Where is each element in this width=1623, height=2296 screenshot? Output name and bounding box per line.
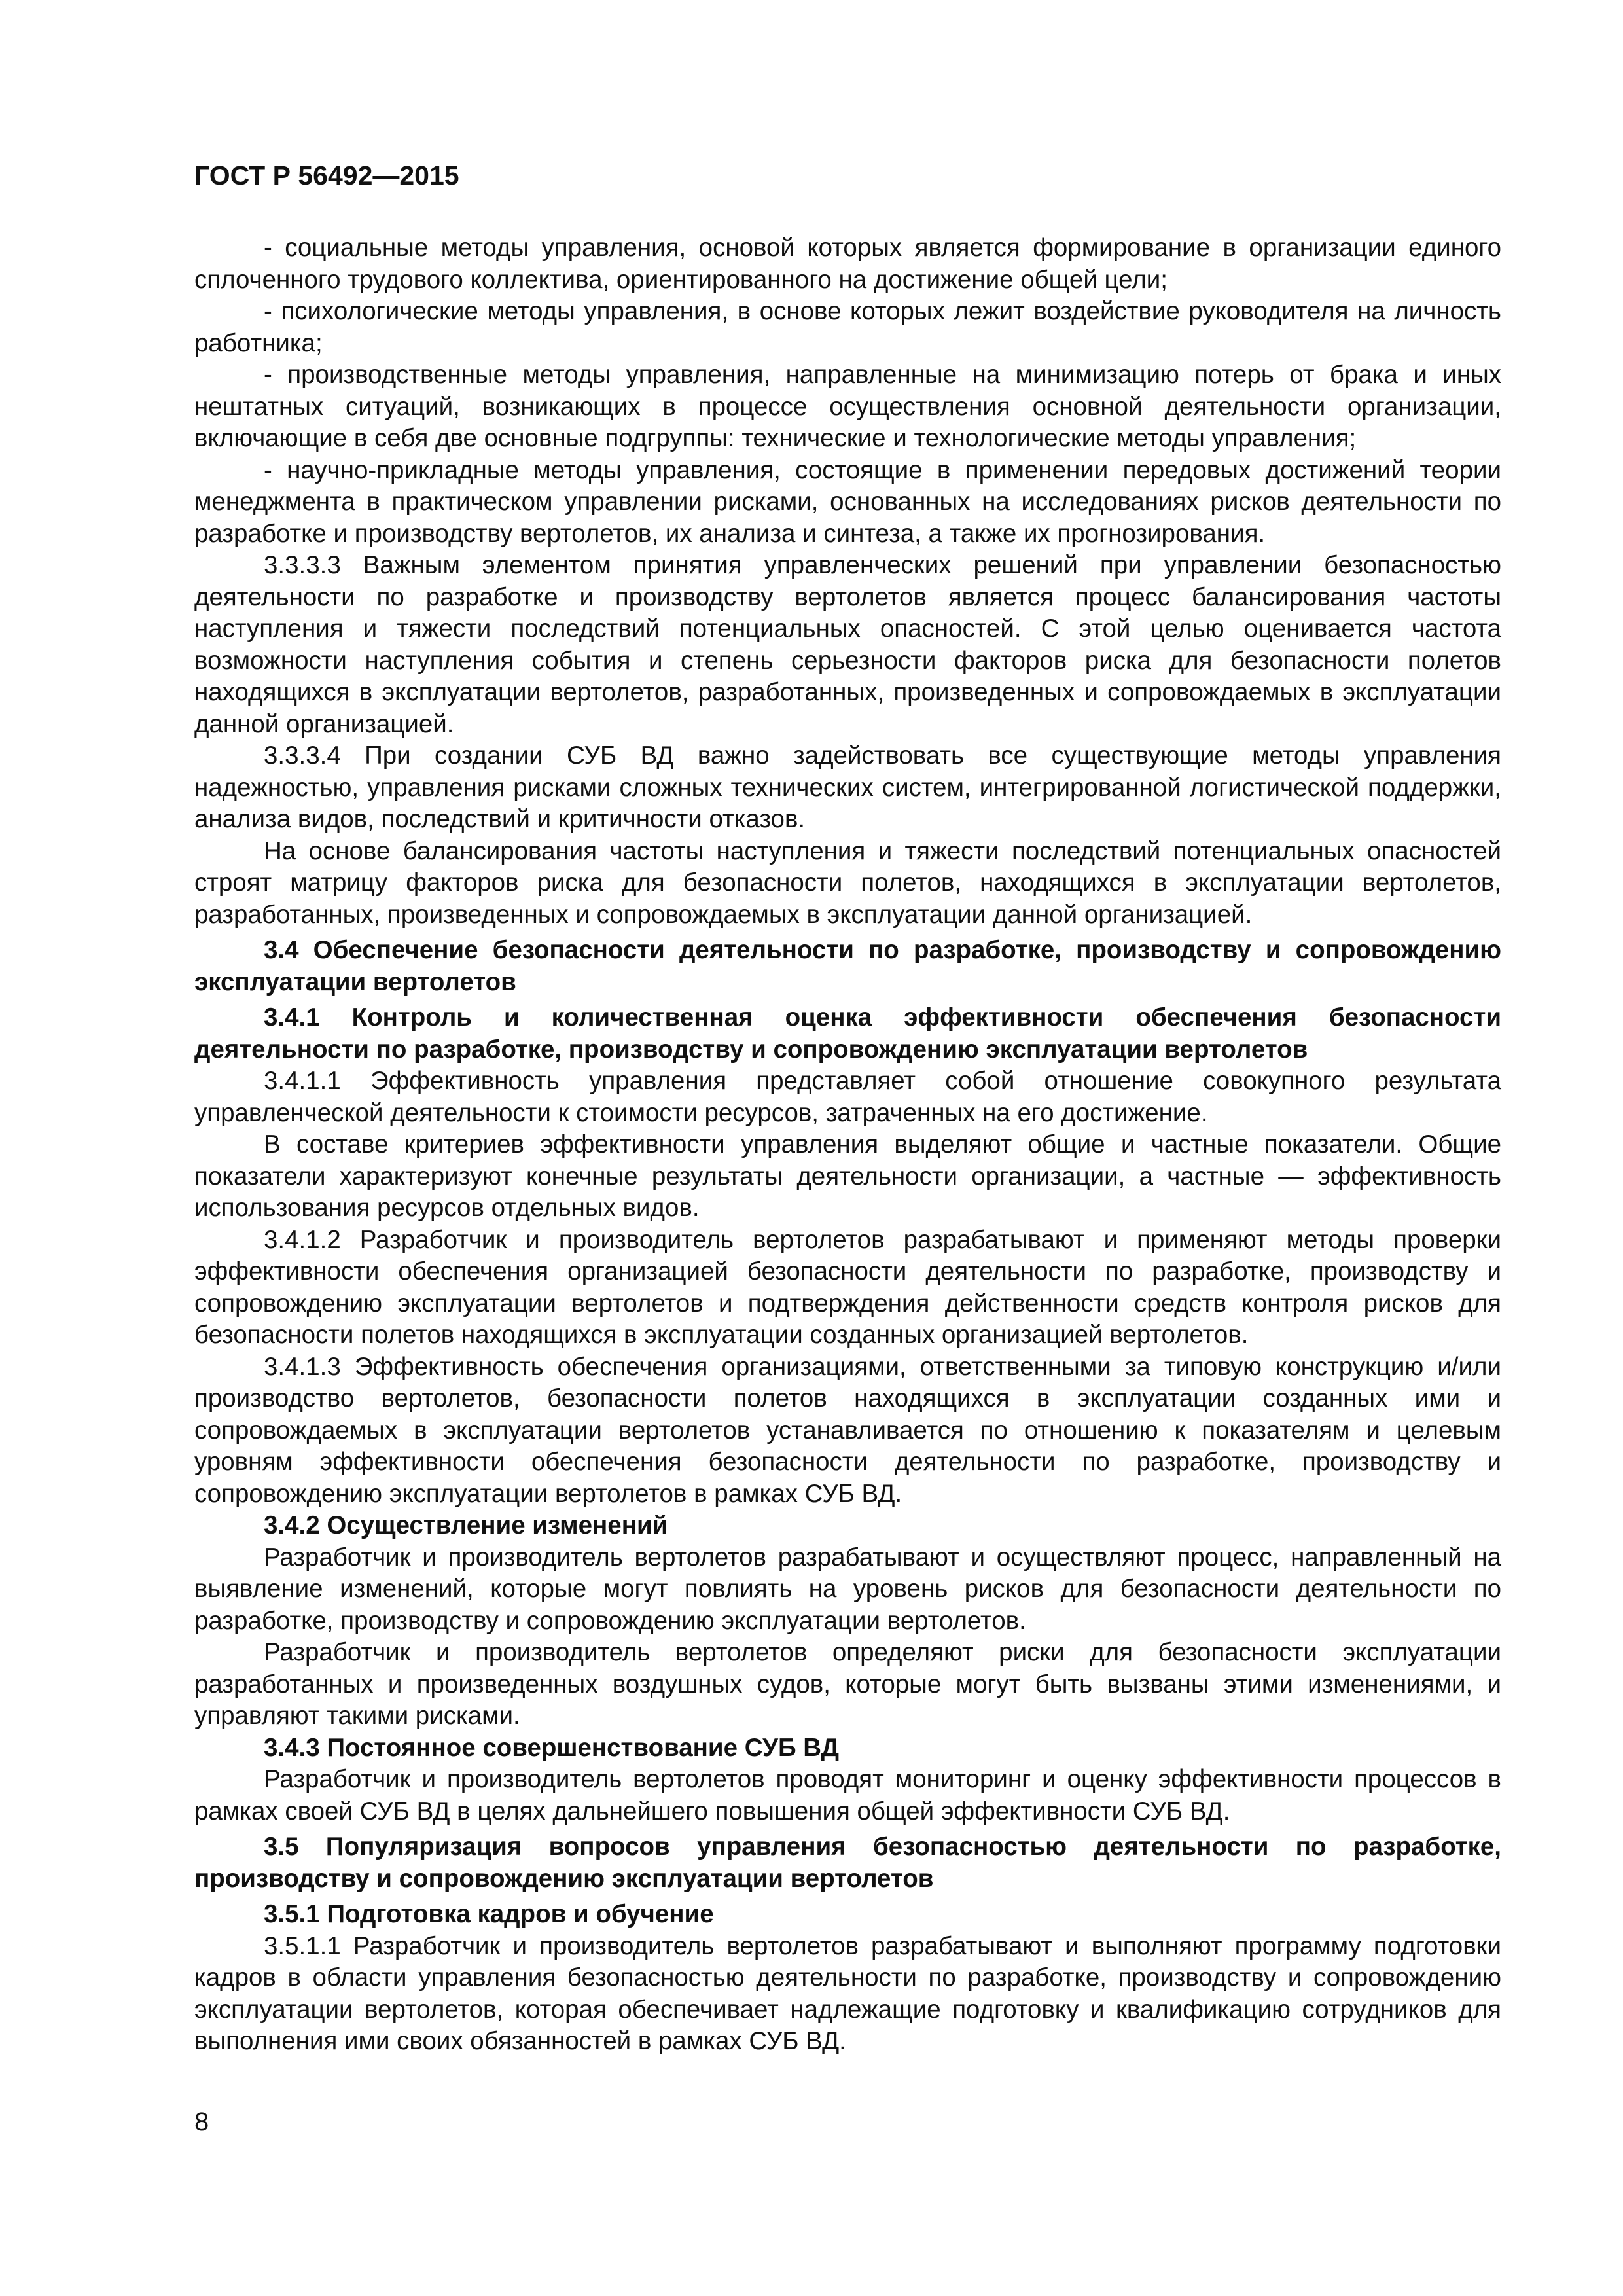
paragraph-changes-risks: Разработчик и производитель вертолетов определяют риски для безопасности эксплуатации разработанных и произведенных воздушных судов, которые могут быть вызваны этими изменениями, и управляют такими рисками. xyxy=(194,1638,1501,1730)
heading-3-5: 3.5 Популяризация вопросов управления безопасностью деятельности по разработке, производству и сопровождению эксплуатации вертолетов xyxy=(194,1833,1501,1893)
heading-3-4: 3.4 Обеспечение безопасности деятельности по разработке, производству и сопровождению эксплуатации вертолетов xyxy=(194,936,1501,996)
paragraph-3-4-1-3: 3.4.1.3 Эффективность обеспечения организациями, ответственными за типовую конструкцию и/или производство вертолетов, безопасности полетов находящихся в эксплуатации созданных ими и сопровождаемых в эксплуатации вертолетов устанавливается по отношению к показателям и целевым уровням эффективности обеспечения безопасности деятельности по разработке, производству и сопровождению эксплуатации вертолетов в рамках СУБ ВД. xyxy=(194,1352,1501,1508)
heading-3-5-1: 3.5.1 Подготовка кадров и обучение xyxy=(264,1900,714,1928)
paragraph-3-3-3-3: 3.3.3.3 Важным элементом принятия управленческих решений при управлении безопасностью деятельности по разработке и производству вертолетов является процесс балансирования частоты наступления и тяжести последствий потенциальных опасностей. С этой целью оценивается частота возможности наступления события и степень серьезности факторов риска для безопасности полетов находящихся в эксплуатации вертолетов, разработанных, произведенных и сопровождаемых в эксплуатации данной организацией. xyxy=(194,551,1501,738)
paragraph-scientific-methods: - научно-прикладные методы управления, состоящие в применении передовых достижений теории менеджмента в практическом управлении рисками, основанных на исследованиях рисков деятельности по разработке и производству вертолетов, их анализа и синтеза, а также их прогнозирования. xyxy=(194,456,1501,548)
standard-header: ГОСТ Р 56492—2015 xyxy=(194,160,459,190)
body-text xyxy=(194,232,1501,2058)
paragraph-social-methods: - социальные методы управления, основой которых является формирование в организации единого сплоченного трудового коллектива, ориентированного на достижение общей цели; xyxy=(194,234,1501,294)
paragraph-changes-process: Разработчик и производитель вертолетов разрабатывают и осуществляют процесс, направленный на выявление изменений, которые могут повлиять на уровень рисков для безопасности деятельности по разработке, производству и сопровождению эксплуатации вертолетов. xyxy=(194,1543,1501,1635)
paragraph-3-4-1-2: 3.4.1.2 Разработчик и производитель вертолетов разрабатывают и применяют методы проверки эффективности обеспечения организацией безопасности деятельности по разработке, производству и сопровождению эксплуатации вертолетов и подтверждения действенности средств контроля рисков для безопасности полетов находящихся в эксплуатации созданных организацией вертолетов. xyxy=(194,1225,1501,1349)
paragraph-3-5-1-1: 3.5.1.1 Разработчик и производитель вертолетов разрабатывают и выполняют программу подготовки кадров в области управления безопасностью деятельности по разработке, производству и сопровождению эксплуатации вертолетов, которая обеспечивает надлежащие подготовку и квалификацию сотрудников для выполнения ими своих обязанностей в рамках СУБ ВД. xyxy=(194,1931,1501,2055)
paragraph-3-4-1-1: 3.4.1.1 Эффективность управления представляет собой отношение совокупного результата управленческой деятельности к стоимости ресурсов, затраченных на его достижение. xyxy=(194,1067,1501,1127)
heading-3-4-3: 3.4.3 Постоянное совершенствование СУБ ВД xyxy=(264,1733,840,1762)
page-number: 8 xyxy=(194,2108,209,2136)
paragraph-risk-matrix: На основе балансирования частоты наступления и тяжести последствий потенциальных опасностей строят матрицу факторов риска для безопасности полетов, находящихся в эксплуатации вертолетов, разработанных, произведенных и сопровождаемых в эксплуатации данной организацией. xyxy=(194,836,1501,929)
paragraph-monitoring: Разработчик и производитель вертолетов проводят мониторинг и оценку эффективности процессов в рамках своей СУБ ВД в целях дальнейшего повышения общей эффективности СУБ ВД. xyxy=(194,1765,1501,1825)
paragraph-production-methods: - производственные методы управления, направленные на минимизацию потерь от брака и иных нештатных ситуаций, возникающих в процессе осуществления основной деятельности организации, включающие в себя две основные подгруппы: технические и технологические методы управления; xyxy=(194,361,1501,452)
heading-3-4-2: 3.4.2 Осуществление изменений xyxy=(264,1511,668,1539)
heading-3-4-1: 3.4.1 Контроль и количественная оценка эффективности обеспечения безопасности деятельности по разработке, производству и сопровождению эксплуатации вертолетов xyxy=(194,1003,1501,1064)
paragraph-psychological-methods: - психологические методы управления, в основе которых лежит воздействие руководителя на личность работника; xyxy=(194,297,1501,357)
paragraph-3-3-3-4: 3.3.3.4 При создании СУБ ВД важно задействовать все существующие методы управления надежностью, управления рисками сложных технических систем, интегрированной логистической поддержки, анализа видов, последствий и критичности отказов. xyxy=(194,742,1501,833)
paragraph-criteria: В составе критериев эффективности управления выделяют общие и частные показатели. Общие показатели характеризуют конечные результаты деятельности организации, а частные — эффективность использования ресурсов отдельных видов. xyxy=(194,1130,1501,1222)
